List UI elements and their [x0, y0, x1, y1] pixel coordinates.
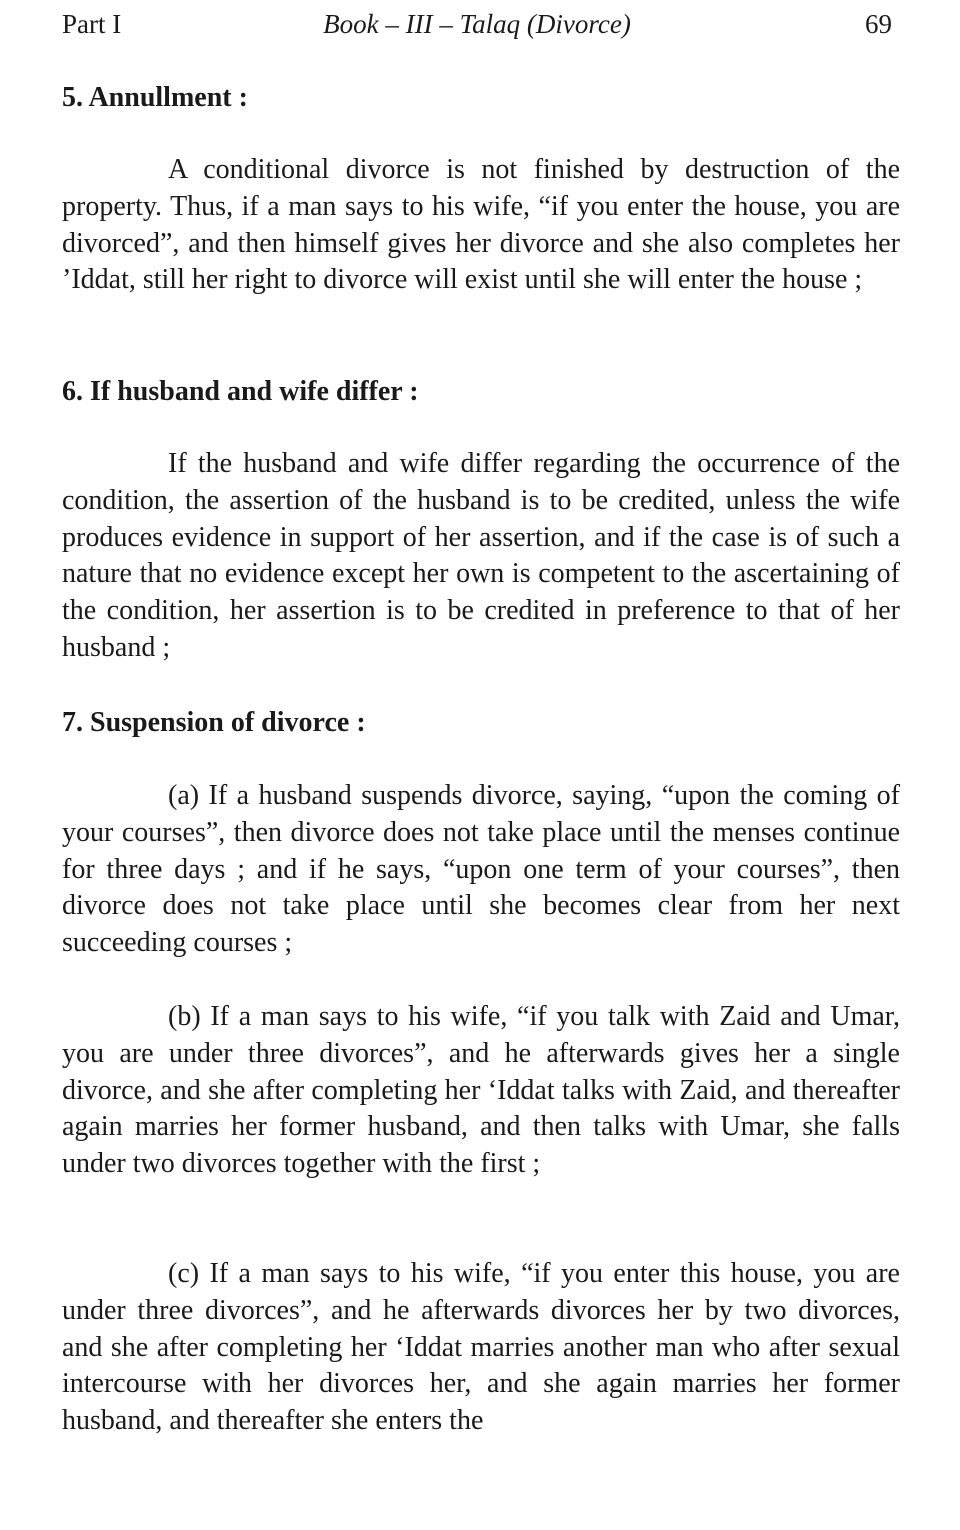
book-title: Book – III – Talaq (Divorce) [323, 9, 631, 39]
paragraph-suspension-a: (a) If a husband suspends divorce, saying, “upon the coming of your courses”, then divorce does not take place until the menses continue for three days ; and if he says, “upon one term of your courses”, then divorce does not take place until she becomes clear from her next succeeding courses ; [62, 780, 900, 959]
paragraph-suspension-b: (b) If a man says to his wife, “if you talk with Zaid and Umar, you are under three divorces”, and he afterwards gives her a single divorce, and she after completing her ‘Iddat talks with Zaid, and thereafter again marries her former husband, and then talks with Umar, she falls under two divorces together with the first ; [62, 1001, 900, 1180]
section-heading-suspension: 7. Suspension of divorce : [62, 707, 366, 738]
page-number: 69 [865, 9, 892, 39]
running-head [62, 6, 892, 42]
section-heading-differ: 6. If husband and wife differ : [62, 376, 419, 407]
paragraph-annulment: A conditional divorce is not finished by destruction of the property. Thus, if a man says to his wife, “if you enter the house, you are divorced”, and then himself gives her divorce and she also completes her ’Iddat, still her right to divorce will exist until she will enter the house ; [62, 154, 900, 296]
paragraph-suspension-c: (c) If a man says to his wife, “if you enter this house, you are under three divorces”, and he afterwards divorces her by two divorces, and she after completing her ‘Iddat marries another man who after sexual intercourse with her divorces her, and she again marries her former husband, and thereafter she enters the [62, 1258, 900, 1437]
part-label: Part I [62, 9, 122, 39]
paragraph-differ: If the husband and wife differ regarding the occurrence of the condition, the assertion of the husband is to be credited, unless the wife produces evidence in support of her assertion, and if the case is of such a nature that no evidence except her own is competent to the ascertaining of the condition, her assertion is to be credited in preference to that of her husband ; [62, 448, 900, 663]
section-heading-annulment: 5. Annullment : [62, 82, 248, 113]
